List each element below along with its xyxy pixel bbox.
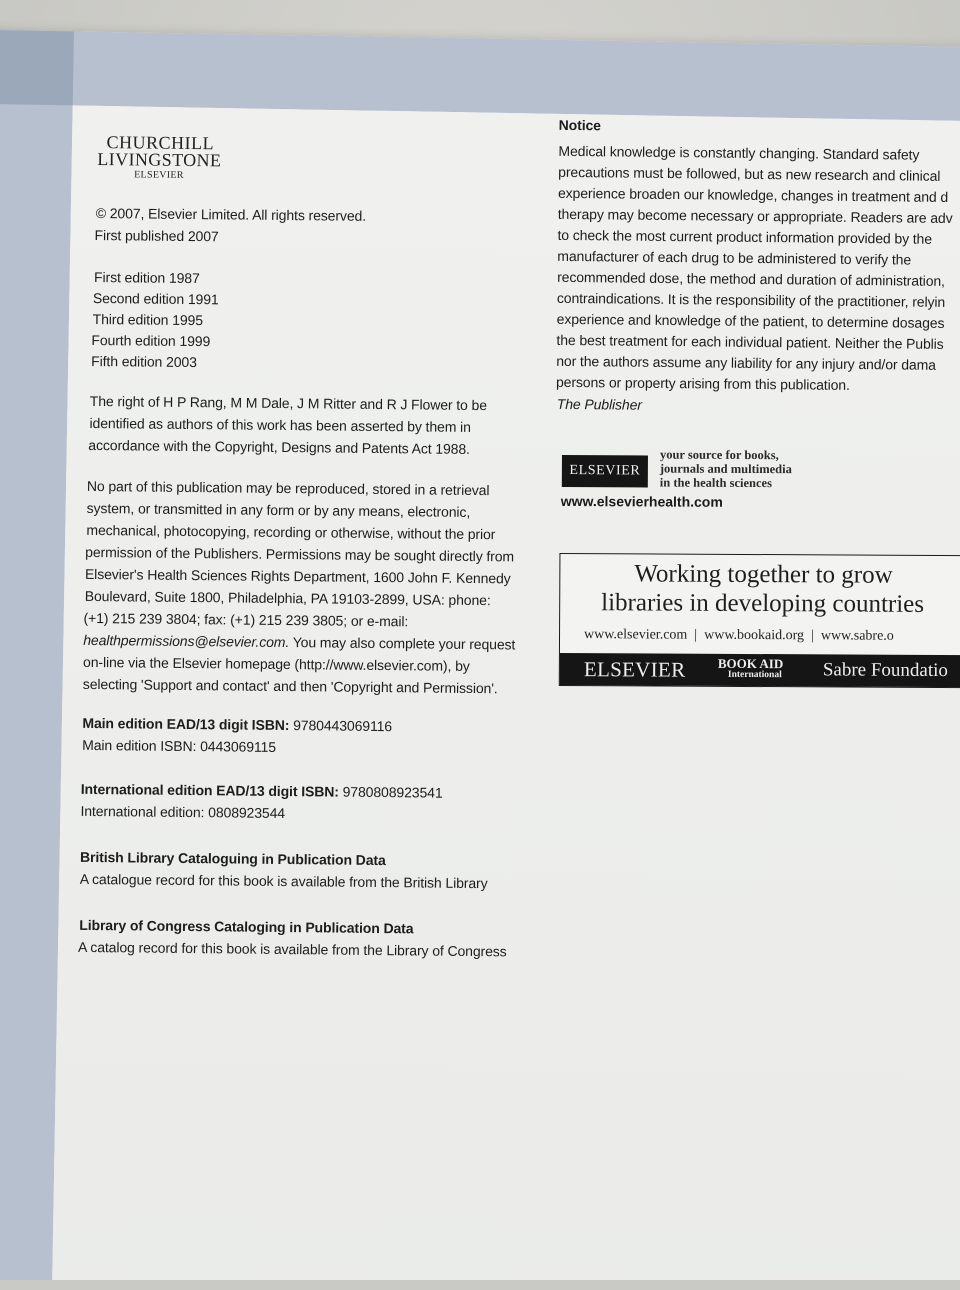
notice-line: experience and knowledge of the patient, to determine dosages xyxy=(556,310,945,331)
bar-elsevier-logo: ELSEVIER xyxy=(583,657,686,682)
notice-line: manufacturer of each drug to be administered to verify the xyxy=(557,247,912,268)
notice-signature: The Publisher xyxy=(556,395,642,413)
reproduction-line: on-line via the Elsevier homepage (http://www.elsevier.com), by xyxy=(82,653,470,674)
bookaid-urls: www.elsevier.com | www.bookaid.org | www.sabre.o xyxy=(583,627,894,644)
edition-line: Fifth edition 2003 xyxy=(91,352,197,371)
edition-line: Third edition 1995 xyxy=(92,310,204,329)
reproduction-line: (+1) 215 239 3804; fax: (+1) 215 239 3805; or e-mail: xyxy=(83,609,409,630)
notice-line: Medical knowledge is constantly changing. Standard safety xyxy=(558,142,920,163)
main-isbn-short: Main edition ISBN: 0443069115 xyxy=(82,736,277,755)
authors-rights-line: The right of H P Rang, M M Dale, J M Ritter and R J Flower to be xyxy=(89,392,488,414)
first-published: First published 2007 xyxy=(94,227,219,245)
bookaid-advert xyxy=(559,553,960,688)
reproduction-line: system, or transmitted in any form or by any means, electronic, xyxy=(86,499,471,520)
elsevier-health-url[interactable]: www.elsevierhealth.com xyxy=(560,493,723,510)
notice-line: to check the most current product information provided by the xyxy=(557,226,933,247)
bookaid-headline-line2: libraries in developing countries xyxy=(601,589,925,618)
permissions-email-link[interactable]: healthpermissions@elsevier.com. xyxy=(83,631,290,651)
publisher-logo-line1: CHURCHILL xyxy=(106,132,215,154)
authors-rights-line: identified as authors of this work has been asserted by them in xyxy=(89,414,471,435)
notice-line: therapy may become necessary or appropriate. Readers are adv xyxy=(557,205,953,226)
notice-line: experience broaden our knowledge, changes in treatment and d xyxy=(557,184,949,205)
main-isbn-value: 9780443069116 xyxy=(293,717,393,735)
main-isbn-label: Main edition EAD/13 digit ISBN: xyxy=(82,714,290,734)
bar-bookaid-subtitle: International xyxy=(727,669,782,681)
reproduction-line: mechanical, photocopying, recording or otherwise, without the prior xyxy=(86,521,496,543)
notice-line: recommended dose, the method and duration of administration, xyxy=(557,268,945,289)
promo-line: your source for books, xyxy=(659,447,779,463)
bookaid-logo-bar xyxy=(560,653,960,687)
intl-isbn-label: International edition EAD/13 digit ISBN: xyxy=(80,780,339,800)
notice-line: persons or property arising from this publication. xyxy=(555,373,850,393)
edition-line: Second edition 1991 xyxy=(92,289,219,308)
bookaid-headline-line1: Working together to grow xyxy=(634,560,893,589)
congress-heading: Library of Congress Cataloging in Publication Data xyxy=(79,916,414,937)
reproduction-line: Elsevier's Health Sciences Rights Department, 1600 John F. Kennedy xyxy=(84,565,511,587)
copyright-line: © 2007, Elsevier Limited. All rights reserved. xyxy=(95,205,367,224)
elsevier-logo-box: ELSEVIER xyxy=(562,455,648,487)
reproduction-line: selecting 'Support and contact' and then 'Copyright and Permission'. xyxy=(82,675,498,697)
publisher-logo-line2: LIVINGSTONE xyxy=(97,149,222,171)
edition-line: First edition 1987 xyxy=(94,269,200,287)
notice-line: precautions must be followed, but as new research and clinical xyxy=(558,163,941,184)
intl-isbn-value: 9780808923541 xyxy=(342,783,443,801)
notice-heading: Notice xyxy=(558,116,601,134)
bar-bookaid-logo: BOOK AID xyxy=(717,655,784,672)
bar-sabre-logo: Sabre Foundatio xyxy=(822,659,948,682)
reproduction-line: You may also complete your request xyxy=(292,634,516,653)
notice-line: contraindications. It is the responsibility of the practitioner, relyin xyxy=(556,289,946,310)
promo-line: in the health sciences xyxy=(659,475,773,491)
british-library-heading: British Library Cataloguing in Publication Data xyxy=(79,848,386,869)
notice-line: the best treatment for each individual patient. Neither the Publis xyxy=(556,331,944,352)
reproduction-line: Boulevard, Suite 1800, Philadelphia, PA 19103-2899, USA: phone: xyxy=(84,587,491,609)
intl-isbn-short: International edition: 0808923544 xyxy=(80,802,286,822)
reproduction-line: No part of this publication may be reproduced, stored in a retrieval xyxy=(86,477,490,499)
authors-rights-line: accordance with the Copyright, Designs and Patents Act 1988. xyxy=(88,436,470,457)
publisher-logo-line3: ELSEVIER xyxy=(134,169,184,181)
promo-line: journals and multimedia xyxy=(659,461,792,477)
reproduction-line: permission of the Publishers. Permissions may be sought directly from xyxy=(85,543,515,565)
edition-line: Fourth edition 1999 xyxy=(91,331,211,350)
congress-text: A catalog record for this book is available from the Library of Congress xyxy=(78,938,507,960)
british-library-text: A catalogue record for this book is available from the British Library xyxy=(79,870,488,892)
notice-line: nor the authors assume any liability for any injury and/or dama xyxy=(556,352,937,373)
